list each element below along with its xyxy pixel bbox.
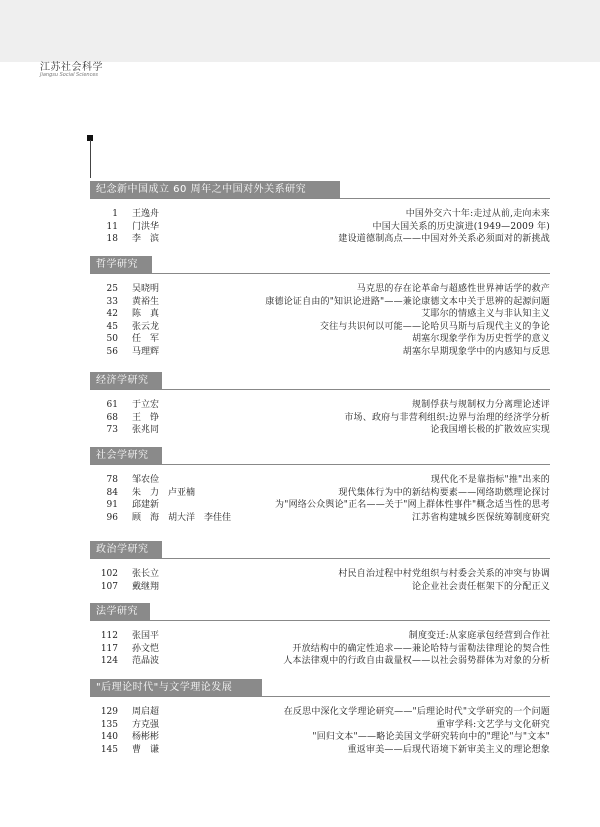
article-title: 康德论证自由的"知识论进路"——兼论康德文本中关于思辨的起源问题 — [265, 296, 550, 307]
author-name: 任 军 — [132, 334, 160, 344]
author-name: 张云龙 — [132, 321, 160, 332]
article-title: 艾耶尔的情感主义与非认知主义 — [421, 309, 550, 319]
toc-entry[interactable] — [90, 233, 550, 245]
toc-entry[interactable] — [90, 719, 550, 731]
journal-name: 江苏社会科学 — [40, 62, 103, 73]
author-name: 邱建新 — [132, 500, 160, 510]
article-title: 规制俘获与规制权力分离理论述评 — [411, 400, 550, 410]
page-number: 96 — [106, 512, 118, 523]
page-number: 117 — [100, 643, 118, 654]
author-name: 张国平 — [132, 631, 160, 641]
page-number: 56 — [106, 346, 118, 357]
page-number: 135 — [100, 719, 118, 730]
article-title: 现代化不是靠指标"推"出来的 — [430, 475, 550, 485]
author-name: 朱 力 卢亚楠 — [132, 487, 196, 498]
author-name: 范晶波 — [132, 656, 160, 666]
author-name: 于立宏 — [132, 400, 160, 410]
section-header: 政治学研究 — [90, 541, 162, 558]
article-title: 现代集体行为中的新结构要素——网络助燃理论探讨 — [338, 487, 550, 498]
author-name: 李 滨 — [132, 234, 160, 244]
page-number: 33 — [106, 296, 118, 307]
toc-entry[interactable] — [90, 346, 550, 358]
section-header: 哲学研究 — [90, 256, 152, 273]
section-rule — [90, 620, 550, 621]
author-name: 黄裕生 — [132, 296, 160, 307]
page-number: 11 — [106, 221, 118, 232]
page-number: 18 — [106, 234, 118, 244]
article-title: 重返审美——后现代语境下新审美主义的理论想象 — [347, 744, 550, 755]
article-title: 胡塞尔早期现象学中的内感知与反思 — [402, 346, 550, 357]
section-rule — [90, 696, 550, 697]
section-rule — [90, 389, 550, 390]
toc-entry[interactable] — [90, 399, 550, 411]
toc-entry[interactable] — [90, 512, 550, 524]
article-title: 制度变迁:从家庭承包经营到合作社 — [408, 631, 550, 641]
author-name: 王 铮 — [132, 412, 160, 423]
article-title: 村民自治过程中村党组织与村委会关系的冲突与协调 — [338, 569, 550, 579]
page-number: 61 — [106, 400, 118, 410]
page-number: 107 — [100, 581, 118, 592]
author-name: 吴晓明 — [132, 284, 160, 294]
article-title: 开放结构中的确定性追求——兼论哈特与雷勒法律理论的契合性 — [292, 643, 550, 654]
toc-entry[interactable] — [90, 744, 550, 756]
article-title: 中国外交六十年:走过从前,走向未来 — [405, 209, 550, 219]
article-title: 建设道德制高点——中国对外关系必须面对的新挑战 — [338, 234, 550, 244]
article-title: 市场、政府与非营利组织:边界与治理的经济学分析 — [344, 412, 550, 423]
toc-entry[interactable] — [90, 643, 550, 655]
article-title: 论企业社会责任框架下的分配正义 — [411, 581, 550, 592]
article-title: 重审学科:文艺学与文化研究 — [436, 719, 550, 730]
section-header: 法学研究 — [90, 603, 150, 620]
margin-line — [90, 140, 91, 178]
section-rule — [90, 558, 550, 559]
toc-entry[interactable] — [90, 474, 550, 486]
article-title: 为"网络公众舆论"正名——关于"网上群体性事件"概念适当性的思考 — [275, 500, 550, 510]
toc-entry[interactable] — [90, 655, 550, 667]
page-number: 91 — [106, 500, 118, 510]
toc-entry[interactable] — [90, 568, 550, 580]
toc-entry[interactable] — [90, 412, 550, 424]
article-title: 江苏省构建城乡医保统筹制度研究 — [411, 512, 550, 523]
section-header: 社会学研究 — [90, 447, 162, 464]
author-name: 门洪华 — [132, 221, 160, 232]
page-number: 84 — [106, 487, 118, 498]
article-title: 论我国增长极的扩散效应实现 — [430, 425, 550, 435]
author-name: 方克强 — [132, 719, 160, 730]
author-name: 陈 真 — [132, 309, 160, 319]
author-name: 曹 谦 — [132, 744, 160, 755]
toc-entry[interactable] — [90, 499, 550, 511]
page-number: 102 — [100, 569, 118, 579]
page-number: 129 — [100, 707, 118, 717]
journal-subtitle: Jiangsu Social Sciences — [40, 72, 99, 78]
author-name: 邹农俭 — [132, 475, 160, 485]
section-header: 纪念新中国成立 60 周年之中国对外关系研究 — [90, 181, 340, 198]
page-number: 78 — [106, 475, 118, 485]
toc-entry[interactable] — [90, 321, 550, 333]
author-name: 戴继翔 — [132, 581, 160, 592]
toc-entry[interactable] — [90, 283, 550, 295]
author-name: 马理辉 — [132, 346, 160, 357]
toc-entry[interactable] — [90, 706, 550, 718]
toc-entry[interactable] — [90, 296, 550, 308]
page-number: 112 — [100, 631, 118, 641]
author-name: 顾 海 胡大洋 李佳佳 — [132, 512, 232, 523]
page-number: 68 — [106, 412, 118, 423]
page-number: 1 — [112, 209, 118, 219]
section-rule — [90, 273, 550, 274]
article-title: 马克思的存在论革命与超感性世界神话学的救产 — [356, 284, 550, 294]
section-header: "后理论时代"与文学理论发展 — [90, 679, 262, 696]
page-number: 45 — [106, 321, 118, 332]
toc-entry[interactable] — [90, 581, 550, 593]
article-title: 中国大国关系的历史演进(1949—2009 年) — [372, 221, 550, 232]
toc-entry[interactable] — [90, 487, 550, 499]
toc-entry[interactable] — [90, 731, 550, 743]
page-number: 50 — [106, 334, 118, 344]
page-number: 124 — [100, 656, 118, 666]
author-name: 张长立 — [132, 569, 160, 579]
toc-entry[interactable] — [90, 221, 550, 233]
section-rule — [90, 464, 550, 465]
author-name: 王逸舟 — [132, 209, 160, 219]
toc-entry[interactable] — [90, 208, 550, 220]
page-number: 42 — [106, 309, 118, 319]
toc-entry[interactable] — [90, 308, 550, 320]
article-title: "回归文本"——略论美国文学研究转向中的"理论"与"文本" — [312, 732, 550, 742]
article-title: 人本法律观中的行政自由裁量权——以社会弱势群体为对象的分析 — [283, 656, 550, 666]
toc-entry[interactable] — [90, 333, 550, 345]
toc-entry[interactable] — [90, 630, 550, 642]
page-number: 145 — [100, 744, 118, 755]
page-number: 25 — [106, 284, 118, 294]
toc-entry[interactable] — [90, 424, 550, 436]
top-band — [0, 0, 600, 62]
section-rule — [90, 198, 550, 199]
author-name: 张兆同 — [132, 425, 160, 435]
author-name: 孙文恺 — [132, 643, 160, 654]
article-title: 在反思中深化文学理论研究——"后理论时代"文学研究的一个问题 — [283, 707, 550, 717]
page-number: 140 — [100, 732, 118, 742]
article-title: 胡塞尔现象学作为历史哲学的意义 — [411, 334, 550, 344]
section-header: 经济学研究 — [90, 372, 162, 389]
page-number: 73 — [106, 425, 118, 435]
author-name: 杨彬彬 — [132, 732, 160, 742]
author-name: 周启超 — [132, 707, 160, 717]
article-title: 交往与共识何以可能——论哈贝马斯与后现代主义的争论 — [319, 321, 550, 332]
